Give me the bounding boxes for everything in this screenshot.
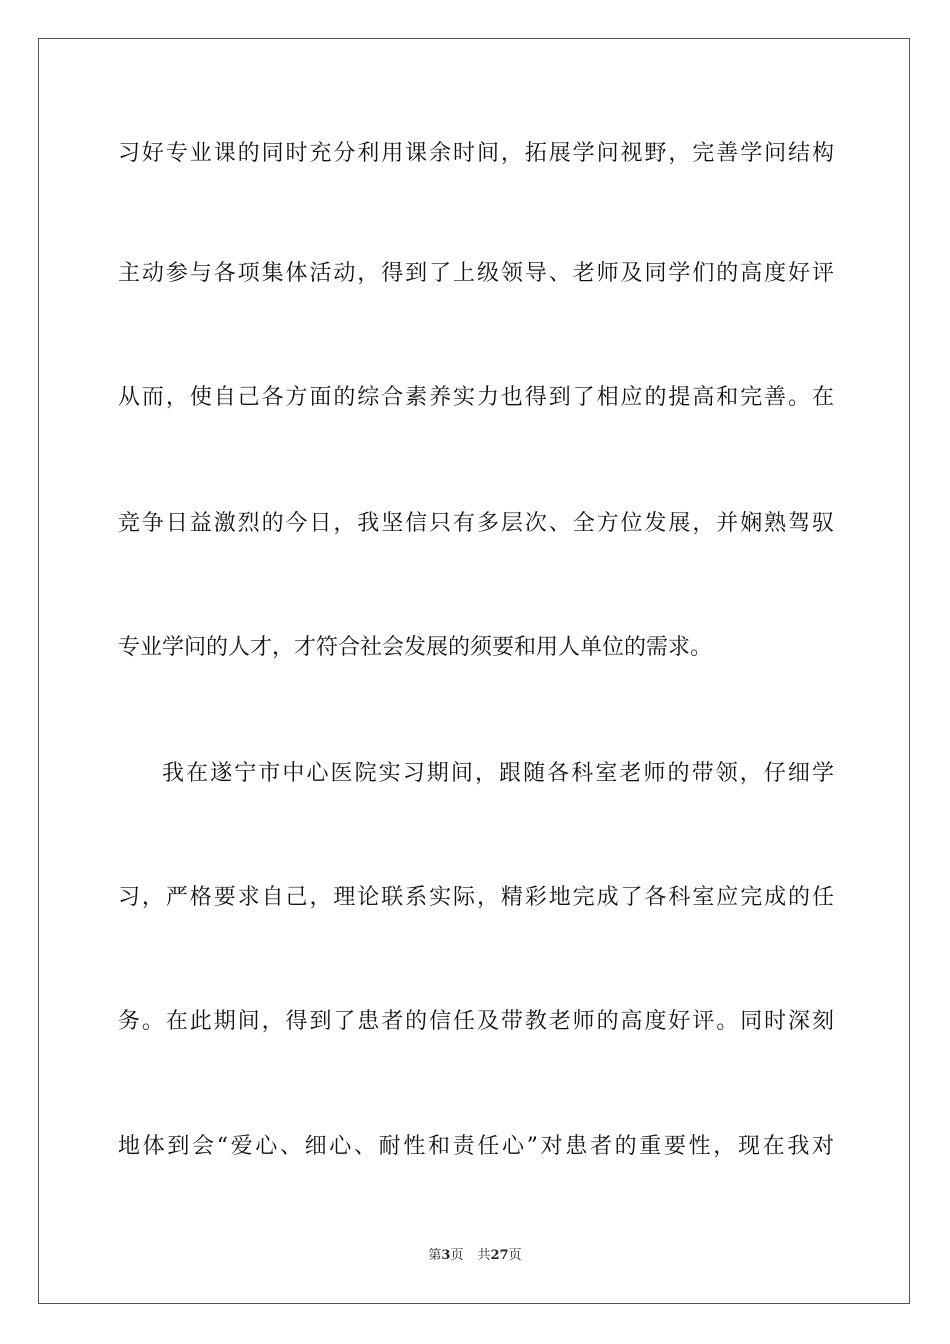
text-line-3: 从而，使自己各方面的综合素养实力也得到了相应的提高和完善。在 bbox=[118, 385, 834, 410]
text-line-6: 我在遂宁市中心医院实习期间，跟随各科室老师的带领，仔细学 bbox=[162, 761, 834, 786]
text-line-8: 务。在此期间，得到了患者的信任及带教老师的高度好评。同时深刻 bbox=[118, 1009, 834, 1034]
total-prefix: 共 bbox=[477, 1248, 491, 1263]
total-pages: 27 bbox=[490, 1248, 509, 1263]
text-line-2: 主动参与各项集体活动，得到了上级领导、老师及同学们的高度好评 bbox=[118, 261, 834, 286]
page-suffix: 页 bbox=[450, 1248, 464, 1263]
total-suffix: 页 bbox=[508, 1248, 522, 1263]
page-number: 3 bbox=[441, 1248, 451, 1263]
page-footer bbox=[0, 1247, 950, 1265]
page-prefix: 第 bbox=[428, 1248, 442, 1263]
text-line-9: 地体到会“爱心、细心、耐性和责任心”对患者的重要性，现在我对 bbox=[118, 1134, 834, 1159]
text-line-1: 习好专业课的同时充分利用课余时间，拓展学问视野，完善学问结构 bbox=[118, 141, 834, 166]
text-line-5: 专业学问的人才，才符合社会发展的须要和用人单位的需求。 bbox=[118, 635, 713, 660]
text-line-7: 习，严格要求自己，理论联系实际，精彩地完成了各科室应完成的任 bbox=[118, 885, 834, 910]
text-line-4: 竞争日益激烈的今日，我坚信只有多层次、全方位发展，并娴熟驾驭 bbox=[118, 511, 834, 536]
page-frame bbox=[38, 38, 910, 1304]
